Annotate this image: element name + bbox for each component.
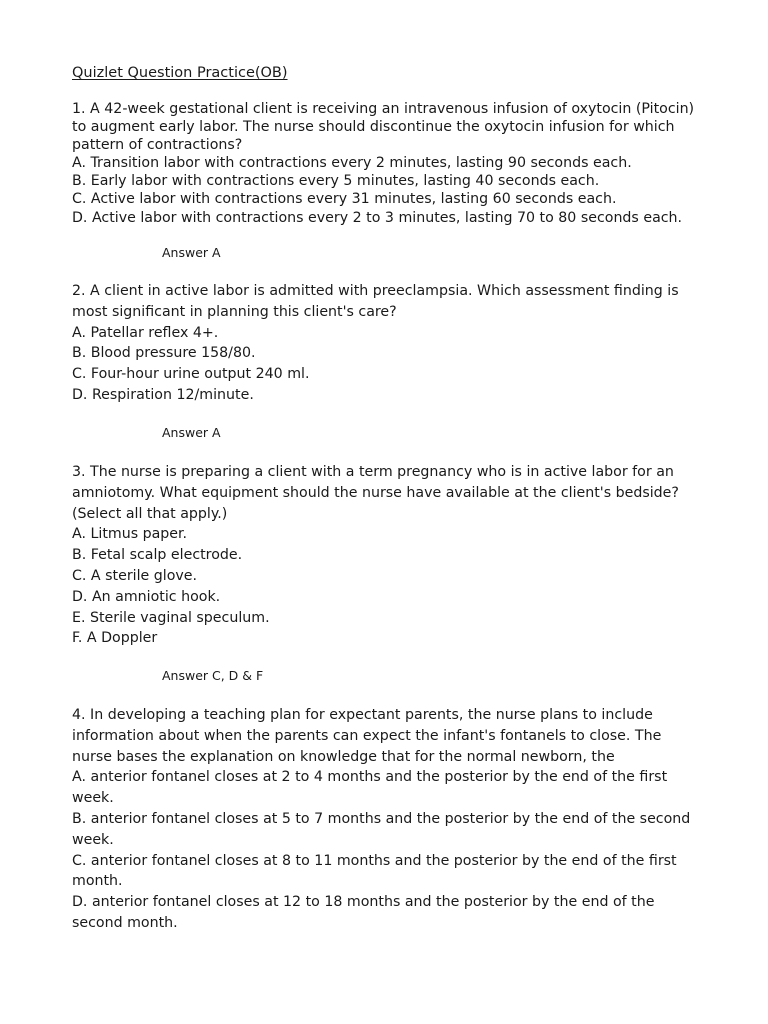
option-d: D. Respiration 12/minute. (72, 386, 254, 403)
option-c: C. anterior fontanel closes at 8 to 11 months and the posterior by the end of the first month. (72, 852, 677, 890)
answer-2: Answer A (162, 425, 221, 440)
question-2 (72, 281, 704, 406)
question-stem: 3. The nurse is preparing a client with a term pregnancy who is in active labor for an amniotomy. What equipment should the nurse have available at the client's bedside? (Select all that apply.) (72, 464, 679, 522)
question-stem: 4. In developing a teaching plan for expectant parents, the nurse plans to include information about when the parents can expect the infant's fontanels to close. The nurse bases the explanation on knowledge that for the normal newborn, the (72, 707, 662, 765)
option-a: A. Patellar reflex 4+. (72, 324, 219, 341)
question-stem: 2. A client in active labor is admitted with preeclampsia. Which assessment finding is most significant in planning this client's care? (72, 283, 679, 320)
option-c: C. Four-hour urine output 240 ml. (72, 366, 310, 383)
question-3 (72, 462, 704, 649)
option-c: C. A sterile glove. (72, 567, 198, 584)
answer-3: Answer C, D & F (162, 668, 264, 683)
question-1 (72, 100, 704, 227)
option-d: D. Active labor with contractions every 2 to 3 minutes, lasting 70 to 80 seconds each. (72, 209, 683, 226)
option-a: A. Transition labor with contractions every 2 minutes, lasting 90 seconds each. (72, 155, 632, 172)
option-b: B. Blood pressure 158/80. (72, 345, 256, 362)
option-e: E. Sterile vaginal speculum. (72, 609, 270, 626)
option-f: F. A Doppler (72, 630, 158, 647)
answer-1: Answer A (162, 245, 221, 260)
question-stem: 1. A 42-week gestational client is receiving an intravenous infusion of oxytocin (Pitocin) to augment early labor. The nurse should discontinue the oxytocin infusion for which pattern of contractions? (72, 101, 695, 154)
option-d: D. anterior fontanel closes at 12 to 18 months and the posterior by the end of the second month. (72, 894, 655, 931)
page-title: Quizlet Question Practice(OB) (72, 65, 288, 81)
option-b: B. Fetal scalp electrode. (72, 547, 243, 564)
option-a: A. anterior fontanel closes at 2 to 4 months and the posterior by the end of the first week. (72, 769, 668, 807)
option-a: A. Litmus paper. (72, 526, 188, 543)
option-c: C. Active labor with contractions every 31 minutes, lasting 60 seconds each. (72, 191, 617, 208)
option-d: D. An amniotic hook. (72, 588, 221, 605)
question-4 (72, 705, 704, 934)
option-b: B. anterior fontanel closes at 5 to 7 months and the posterior by the end of the second week. (72, 810, 691, 848)
option-b: B. Early labor with contractions every 5 minutes, lasting 40 seconds each. (72, 173, 600, 190)
